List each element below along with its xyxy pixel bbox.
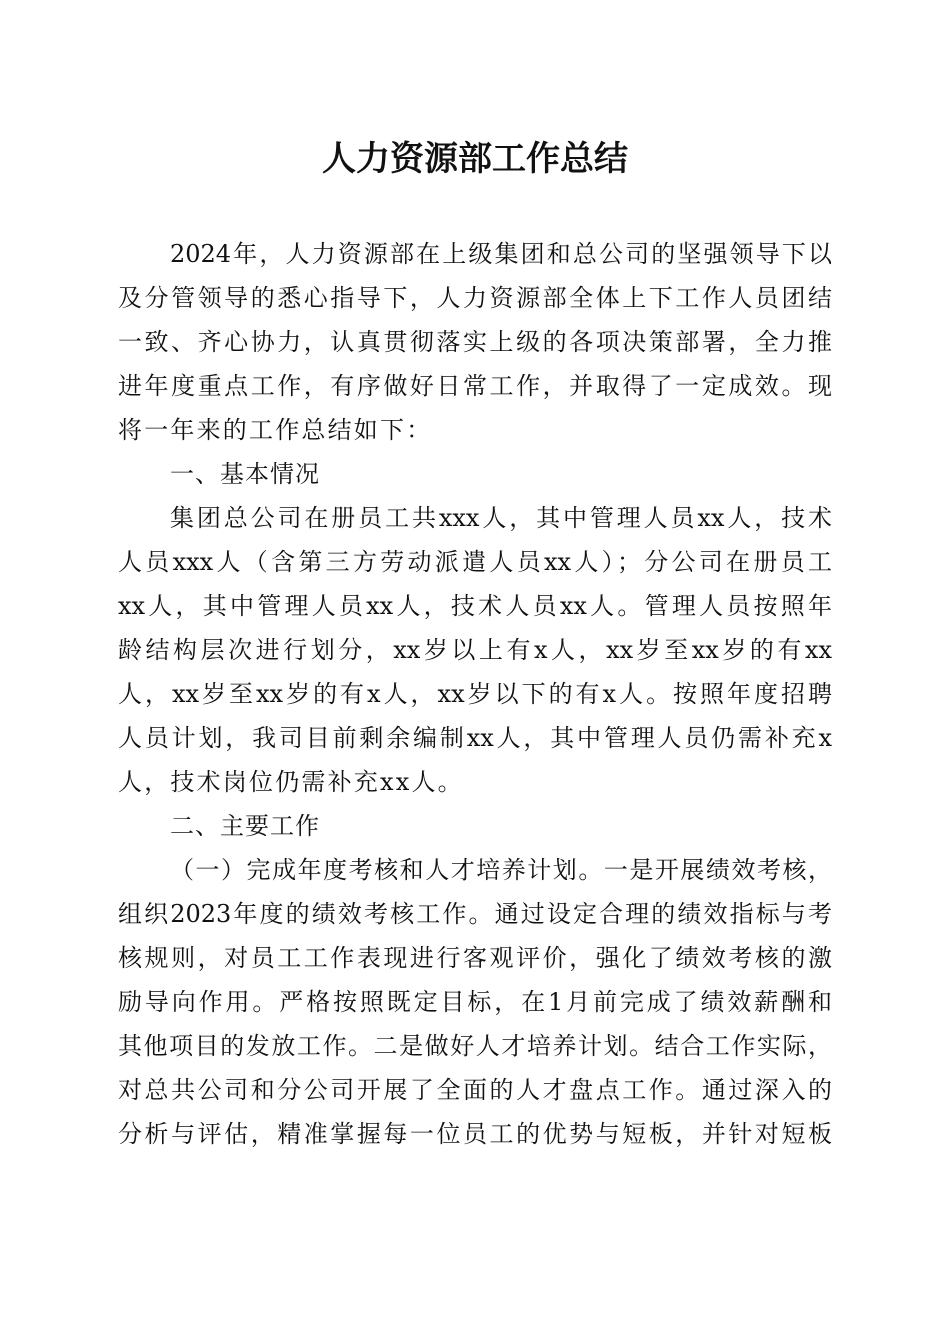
paragraph-line: 分析与评估，精准掌握每一位员工的优势与短板，并针对短板 bbox=[118, 1120, 832, 1148]
paragraph-line: 核规则，对员工工作表现进行客观评价，强化了绩效考核的激 bbox=[118, 944, 832, 972]
paragraph-line: 人，xx岁至xx岁的有x人，xx岁以下的有x人。按照年度招聘 bbox=[118, 680, 832, 708]
paragraph-line: 对总共公司和分公司开展了全面的人才盘点工作。通过深入的 bbox=[118, 1076, 832, 1104]
paragraph-line: 2024年，人力资源部在上级集团和总公司的坚强领导下以 bbox=[170, 240, 832, 268]
section-heading-basic: 一、基本情况 bbox=[170, 460, 320, 488]
paragraph-line: 组织2023年度的绩效考核工作。通过设定合理的绩效指标与考 bbox=[118, 900, 832, 928]
paragraph-line: 励导向作用。严格按照既定目标，在1月前完成了绩效薪酬和 bbox=[118, 988, 832, 1016]
document-body bbox=[118, 232, 832, 1156]
paragraph-line: 人员xxx人（含第三方劳动派遣人员xx人）；分公司在册员工 bbox=[118, 548, 832, 576]
paragraph-line: （一）完成年度考核和人才培养计划。一是开展绩效考核， bbox=[170, 856, 832, 884]
paragraph-line: 人员计划，我司目前剩余编制xx人，其中管理人员仍需补充x bbox=[118, 724, 832, 752]
paragraph-line: 人，技术岗位仍需补充xx人。 bbox=[118, 768, 464, 796]
section-heading-main-work: 二、主要工作 bbox=[170, 812, 320, 840]
paragraph-line: 龄结构层次进行划分，xx岁以上有x人，xx岁至xx岁的有xx bbox=[118, 636, 832, 664]
paragraph-line: 一致、齐心协力，认真贯彻落实上级的各项决策部署，全力推 bbox=[118, 328, 832, 356]
paragraph-line: 及分管领导的悉心指导下，人力资源部全体上下工作人员团结 bbox=[118, 284, 832, 312]
paragraph-line: 集团总公司在册员工共xxx人，其中管理人员xx人，技术 bbox=[170, 504, 832, 532]
paragraph-line: 其他项目的发放工作。二是做好人才培养计划。结合工作实际， bbox=[118, 1032, 832, 1060]
paragraph-line: 将一年来的工作总结如下： bbox=[118, 416, 433, 444]
document-title: 人力资源部工作总结 bbox=[322, 139, 628, 179]
paragraph-line: 进年度重点工作，有序做好日常工作，并取得了一定成效。现 bbox=[118, 372, 832, 400]
paragraph-line: xx人，其中管理人员xx人，技术人员xx人。管理人员按照年 bbox=[118, 592, 832, 620]
